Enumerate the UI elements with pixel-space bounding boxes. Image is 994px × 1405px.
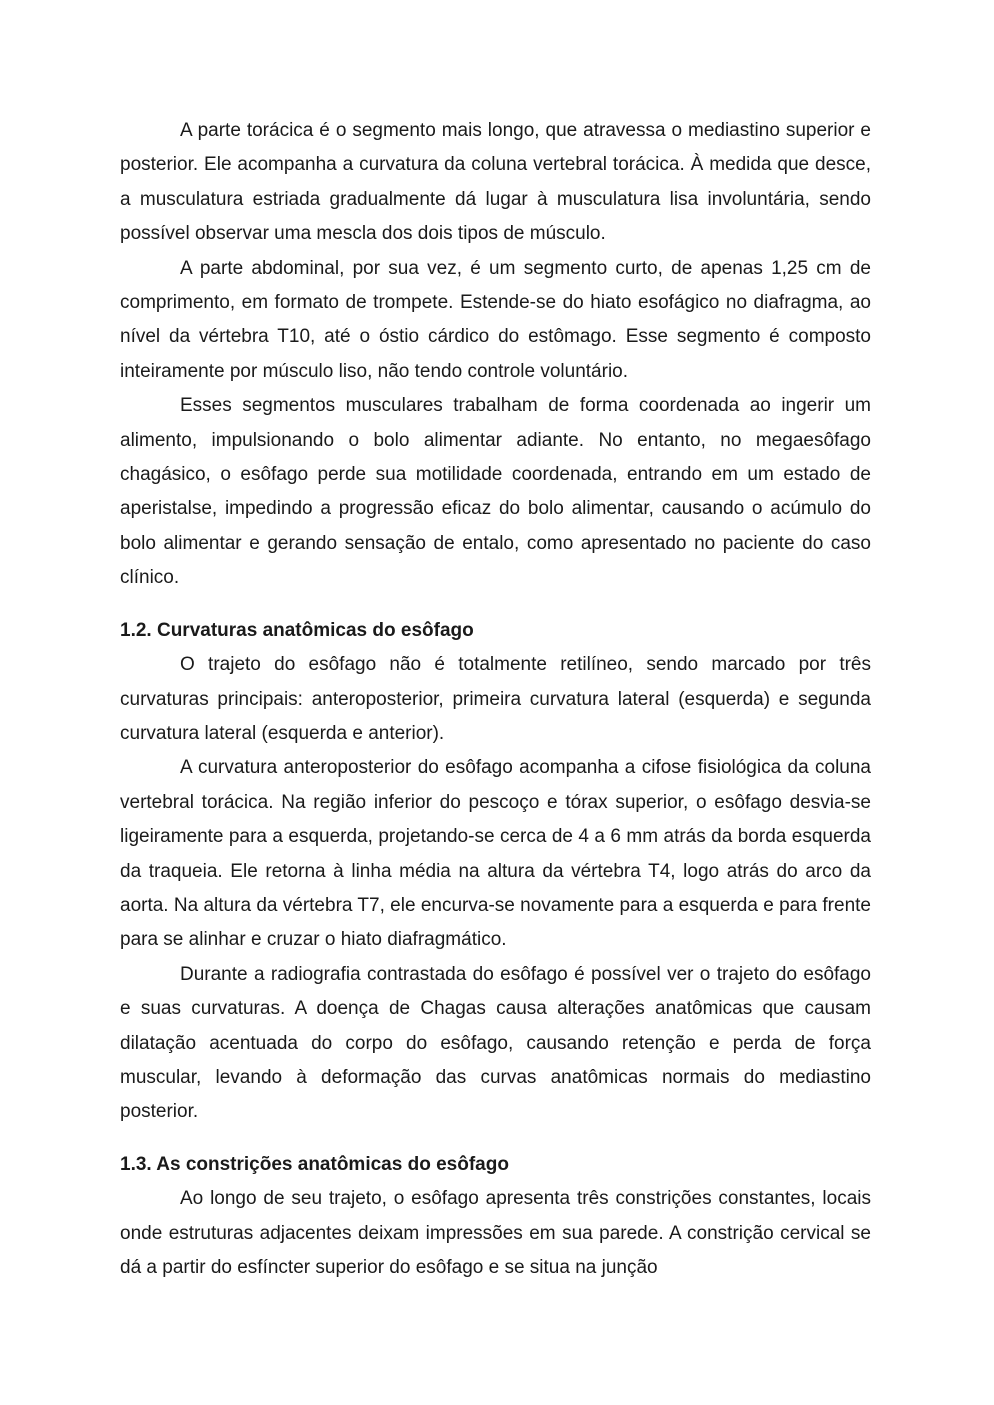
paragraph: Esses segmentos musculares trabalham de forma coordenada ao ingerir um alimento, impulsionando o bolo alimentar adiante. No entanto, no megaesôfago chagásico, o esôfago perde sua motilidade coordenada, entrando em um estado de aperistalse, impedindo a progressão eficaz do bolo alimentar, causando o acúmulo do bolo alimentar e gerando sensação de entalo, como apresentado no paciente do caso clínico.: [120, 395, 871, 589]
paragraph: A parte abdominal, por sua vez, é um segmento curto, de apenas 1,25 cm de comprimento, em formato de trompete. Estende-se do hiato esofágico no diafragma, ao nível da vértebra T10, até o óstio cárdico do estômago. Esse segmento é composto inteiramente por músculo liso, não tendo controle voluntário.: [120, 257, 871, 382]
paragraph: Durante a radiografia contrastada do esôfago é possível ver o trajeto do esôfago e suas curvaturas. A doença de Chagas causa alterações anatômicas que causam dilatação acentuada do corpo do esôfago, causando retenção e perda de força muscular, levando à deformação das curvas anatômicas normais do mediastino posterior.: [120, 963, 871, 1123]
paragraph: O trajeto do esôfago não é totalmente retilíneo, sendo marcado por três curvaturas principais: anteroposterior, primeira curvatura lateral (esquerda) e segunda curvatura lateral (esquerda e anterior).: [120, 654, 871, 744]
paragraph: Ao longo de seu trajeto, o esôfago apresenta três constrições constantes, locais onde estruturas adjacentes deixam impressões em sua parede. A constrição cervical se dá a partir do esfíncter superior do esôfago e se situa na junção: [120, 1188, 871, 1278]
document-page: [120, 114, 871, 1285]
paragraph: A curvatura anteroposterior do esôfago acompanha a cifose fisiológica da coluna vertebral torácica. Na região inferior do pescoço e tórax superior, o esôfago desvia-se ligeiramente para a esquerda, projetando-se cerca de 4 a 6 mm atrás da borda esquerda da traqueia. Ele retorna à linha média na altura da vértebra T4, logo atrás do arco da aorta. Na altura da vértebra T7, ele encurva-se novamente para a esquerda e para frente para se alinhar e cruzar o hiato diafragmático.: [120, 757, 871, 951]
section-heading: 1.3. As constrições anatômicas do esôfago: [120, 1153, 509, 1175]
paragraph: A parte torácica é o segmento mais longo, que atravessa o mediastino superior e posterior. Ele acompanha a curvatura da coluna vertebral torácica. À medida que desce, a musculatura estriada gradualmente dá lugar à musculatura lisa involuntária, sendo possível observar uma mescla dos dois tipos de músculo.: [120, 120, 871, 245]
section-heading: 1.2. Curvaturas anatômicas do esôfago: [120, 619, 474, 641]
